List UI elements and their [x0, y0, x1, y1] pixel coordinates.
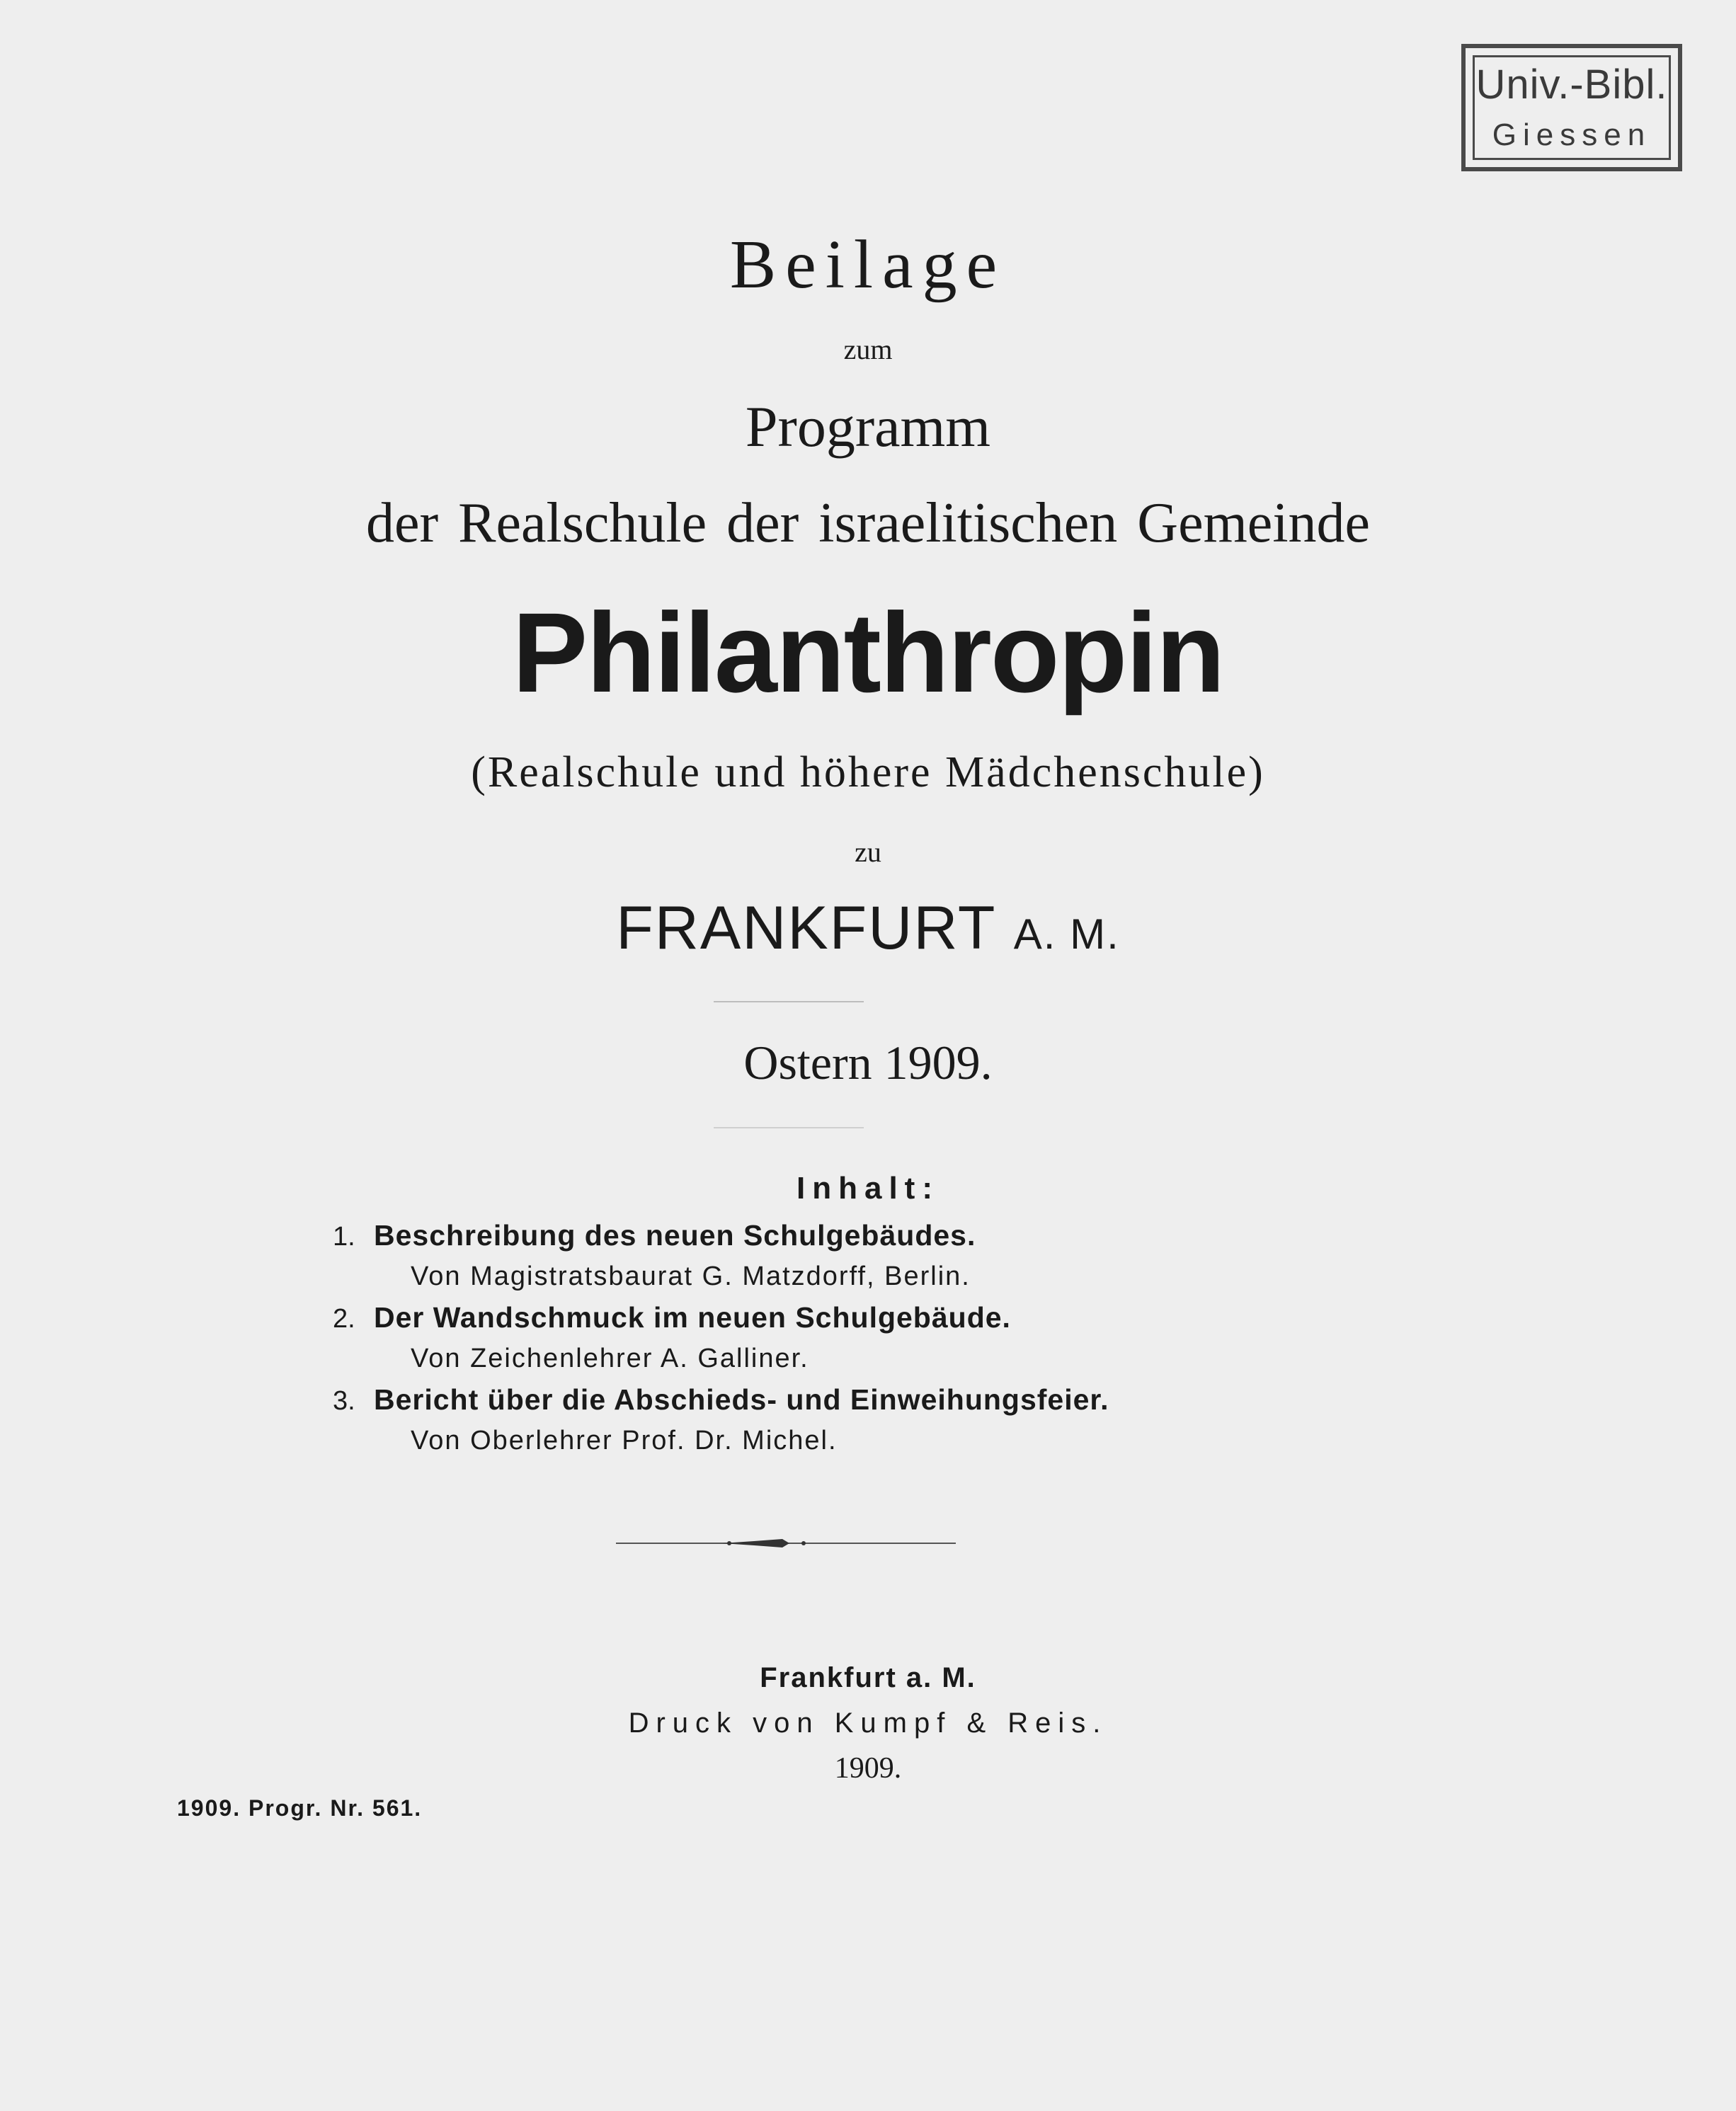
library-stamp [1461, 44, 1682, 171]
stamp-library-name: Univ.-Bibl. [1475, 62, 1668, 108]
stamp-city: Giessen [1492, 118, 1652, 152]
item-title: Beschreibung des neuen Schulgebäudes. [374, 1219, 976, 1252]
word-zum: zum [843, 333, 893, 365]
heading-programm: Programm [745, 394, 991, 459]
contents-heading: Inhalt: [796, 1171, 940, 1206]
imprint-place: Frankfurt a. M. [760, 1662, 976, 1693]
item-number: 3. [333, 1386, 355, 1416]
item-author: Von Magistratsbaurat G. Matzdorff, Berlin. [411, 1262, 971, 1291]
school-subtitle: (Realschule und höhere Mädchenschule) [471, 748, 1265, 796]
ornament-rule [616, 1535, 956, 1552]
item-author: Von Oberlehrer Prof. Dr. Michel. [411, 1426, 838, 1455]
school-description: der Realschule der israelitischen Gemeinde [365, 492, 1371, 554]
date-line: Ostern 1909. [743, 1036, 993, 1089]
divider-rule [714, 1127, 864, 1128]
program-number: 1909. Progr. Nr. 561. [177, 1795, 423, 1821]
item-title: Der Wandschmuck im neuen Schulgebäude. [374, 1301, 1011, 1334]
word-zu: zu [855, 836, 881, 868]
imprint-printer: Druck von Kumpf & Reis. [628, 1707, 1108, 1739]
imprint-year: 1909. [834, 1752, 902, 1785]
city-line [0, 893, 1736, 963]
heading-beilage: Beilage [729, 227, 1007, 303]
item-author: Von Zeichenlehrer A. Galliner. [411, 1344, 809, 1373]
item-number: 2. [333, 1304, 355, 1334]
school-name: Philanthropin [512, 589, 1224, 716]
city-suffix: A. M. [1013, 910, 1120, 958]
item-number: 1. [333, 1222, 355, 1252]
divider-rule [714, 1001, 864, 1002]
city-name: FRANKFURT [616, 894, 995, 962]
item-title: Bericht über die Abschieds- und Einweihungsfeier. [374, 1383, 1109, 1416]
